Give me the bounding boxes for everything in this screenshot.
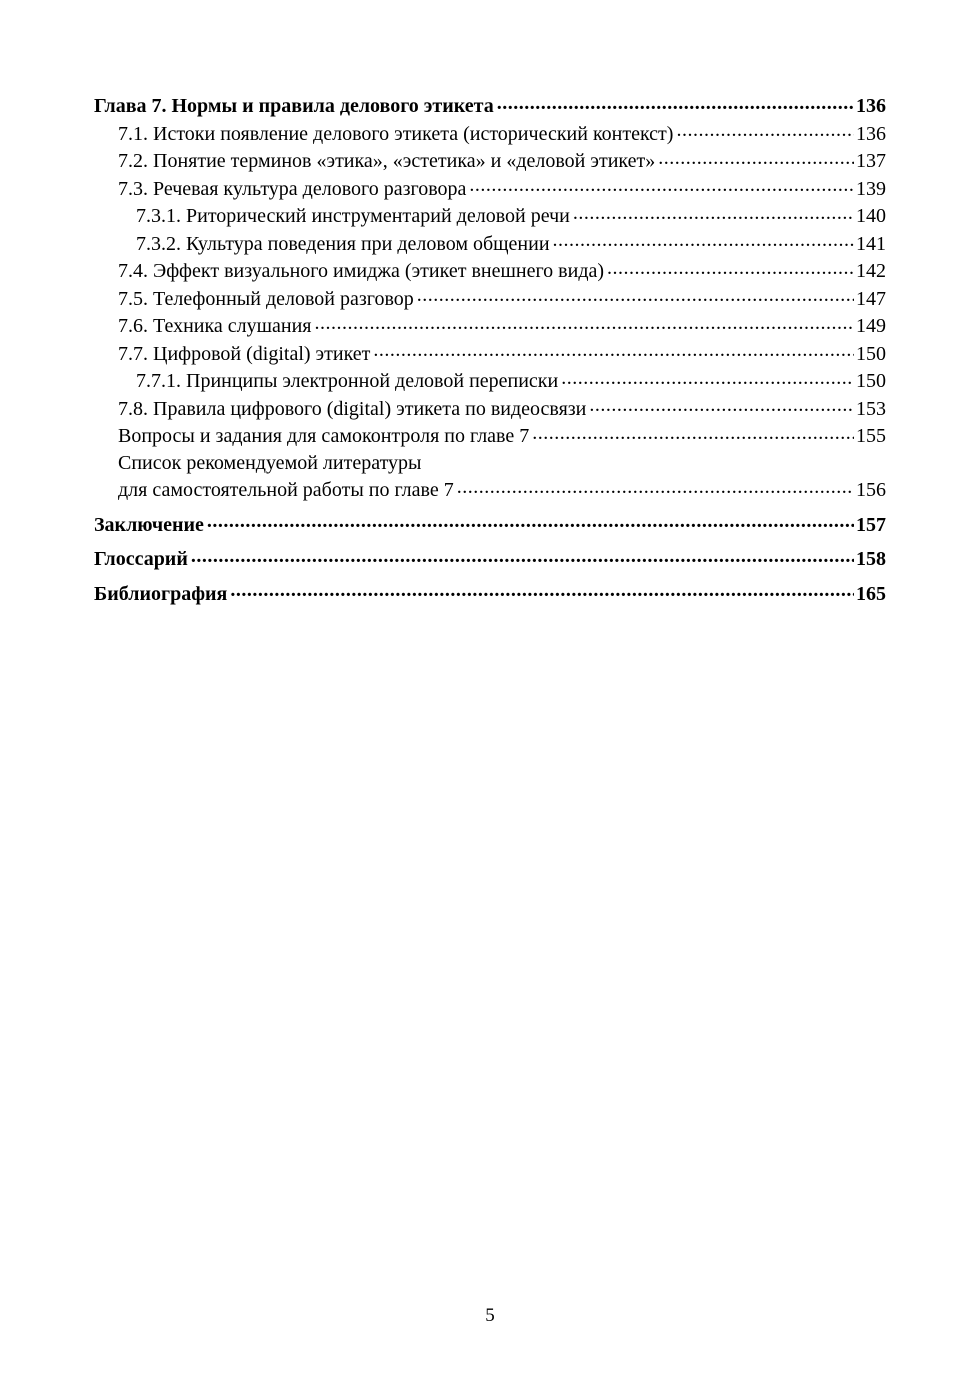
toc-entry-title: Библиография xyxy=(94,582,228,605)
toc-entry-7-7-1[interactable] xyxy=(94,367,886,395)
toc-entry-title: Заключение xyxy=(94,513,204,536)
toc-entry-7-3[interactable] xyxy=(94,175,886,203)
dot-leader xyxy=(417,285,854,305)
dot-leader xyxy=(315,312,854,332)
toc-entry-conclusion[interactable] xyxy=(94,511,886,539)
toc-entry-title: Глава 7. Нормы и правила делового этикета xyxy=(94,95,494,117)
dot-leader xyxy=(553,230,854,250)
dot-leader xyxy=(230,580,854,600)
toc-entry-title: 7.5. Телефонный деловой разговор xyxy=(118,287,414,310)
toc-entry-page: 150 xyxy=(856,370,886,392)
toc-entry-page: 155 xyxy=(856,425,886,447)
toc-entry-7-3-2[interactable] xyxy=(94,230,886,258)
toc-entry-title: 7.1. Истоки появление делового этикета (исторический контекст) xyxy=(118,122,674,145)
toc-entry-page: 136 xyxy=(856,122,886,145)
toc-entry-title: 7.2. Понятие терминов «этика», «эстетика» и «деловой этикет» xyxy=(118,150,656,172)
toc-entry-page: 139 xyxy=(856,177,886,200)
toc-entry-questions[interactable] xyxy=(94,422,886,450)
dot-leader xyxy=(573,202,854,222)
toc-entry-title: 7.3. Речевая культура делового разговора xyxy=(118,177,467,200)
toc-entry-title: 7.6. Техника слушания xyxy=(118,315,312,337)
toc-entry-page: 141 xyxy=(856,232,886,255)
toc-entry-page: 150 xyxy=(856,342,886,365)
dot-leader xyxy=(469,175,854,195)
toc-entry-page: 158 xyxy=(856,548,886,570)
toc-entry-7-6[interactable] xyxy=(94,312,886,340)
toc-entry-page: 147 xyxy=(856,287,886,310)
toc-entry-page: 157 xyxy=(856,513,886,536)
toc-entry-7-3-1[interactable] xyxy=(94,202,886,230)
dot-leader xyxy=(373,340,854,360)
toc-entry-7-8[interactable] xyxy=(94,395,886,423)
dot-leader xyxy=(207,511,854,531)
toc-entry-title: для самостоятельной работы по главе 7 xyxy=(118,479,454,501)
toc-entry-title: Список рекомендуемой литературы xyxy=(118,451,422,474)
toc-entry-title: 7.7. Цифровой (digital) этикет xyxy=(118,342,371,365)
toc-entry-title: 7.3.1. Риторический инструментарий деловой речи xyxy=(136,205,570,227)
toc-entry-title: Вопросы и задания для самоконтроля по главе 7 xyxy=(118,425,530,447)
dot-leader xyxy=(457,476,854,496)
toc-entry-page: 142 xyxy=(856,260,886,282)
toc-entry-7-2[interactable] xyxy=(94,147,886,175)
dot-leader xyxy=(532,422,854,442)
dot-leader xyxy=(607,257,854,277)
toc-entry-glossary[interactable] xyxy=(94,545,886,573)
toc-entry-page: 153 xyxy=(856,397,886,420)
toc-entry-page: 136 xyxy=(856,95,886,117)
toc-entry-page: 156 xyxy=(856,479,886,501)
toc-entry-chapter-7[interactable] xyxy=(94,92,886,120)
toc-entry-7-7[interactable] xyxy=(94,340,886,368)
toc-entry-page: 165 xyxy=(856,582,886,605)
toc-entry-7-5[interactable] xyxy=(94,285,886,313)
toc-entry-title: 7.3.2. Культура поведения при деловом общении xyxy=(136,232,550,255)
toc-entry-page: 140 xyxy=(856,205,886,227)
page-number: 5 xyxy=(485,1305,495,1326)
toc-entry-page: 149 xyxy=(856,315,886,337)
toc-entry-title: 7.8. Правила цифрового (digital) этикета по видеосвязи xyxy=(118,397,587,420)
toc-entry-literature-line1[interactable] xyxy=(94,450,886,477)
toc-entry-title: 7.4. Эффект визуального имиджа (этикет внешнего вида) xyxy=(118,260,605,282)
toc-entry-literature[interactable] xyxy=(94,476,886,504)
toc-entry-page: 137 xyxy=(856,150,886,172)
dot-leader xyxy=(658,147,854,167)
table-of-contents xyxy=(94,92,886,607)
dot-leader xyxy=(497,92,854,112)
toc-entry-7-4[interactable] xyxy=(94,257,886,285)
dot-leader xyxy=(561,367,854,387)
toc-entry-7-1[interactable] xyxy=(94,120,886,148)
dot-leader xyxy=(589,395,854,415)
toc-entry-title: 7.7.1. Принципы электронной деловой переписки xyxy=(136,370,559,392)
dot-leader xyxy=(676,120,854,140)
toc-entry-title: Глоссарий xyxy=(94,548,188,570)
toc-entry-bibliography[interactable] xyxy=(94,580,886,608)
dot-leader xyxy=(191,545,854,565)
